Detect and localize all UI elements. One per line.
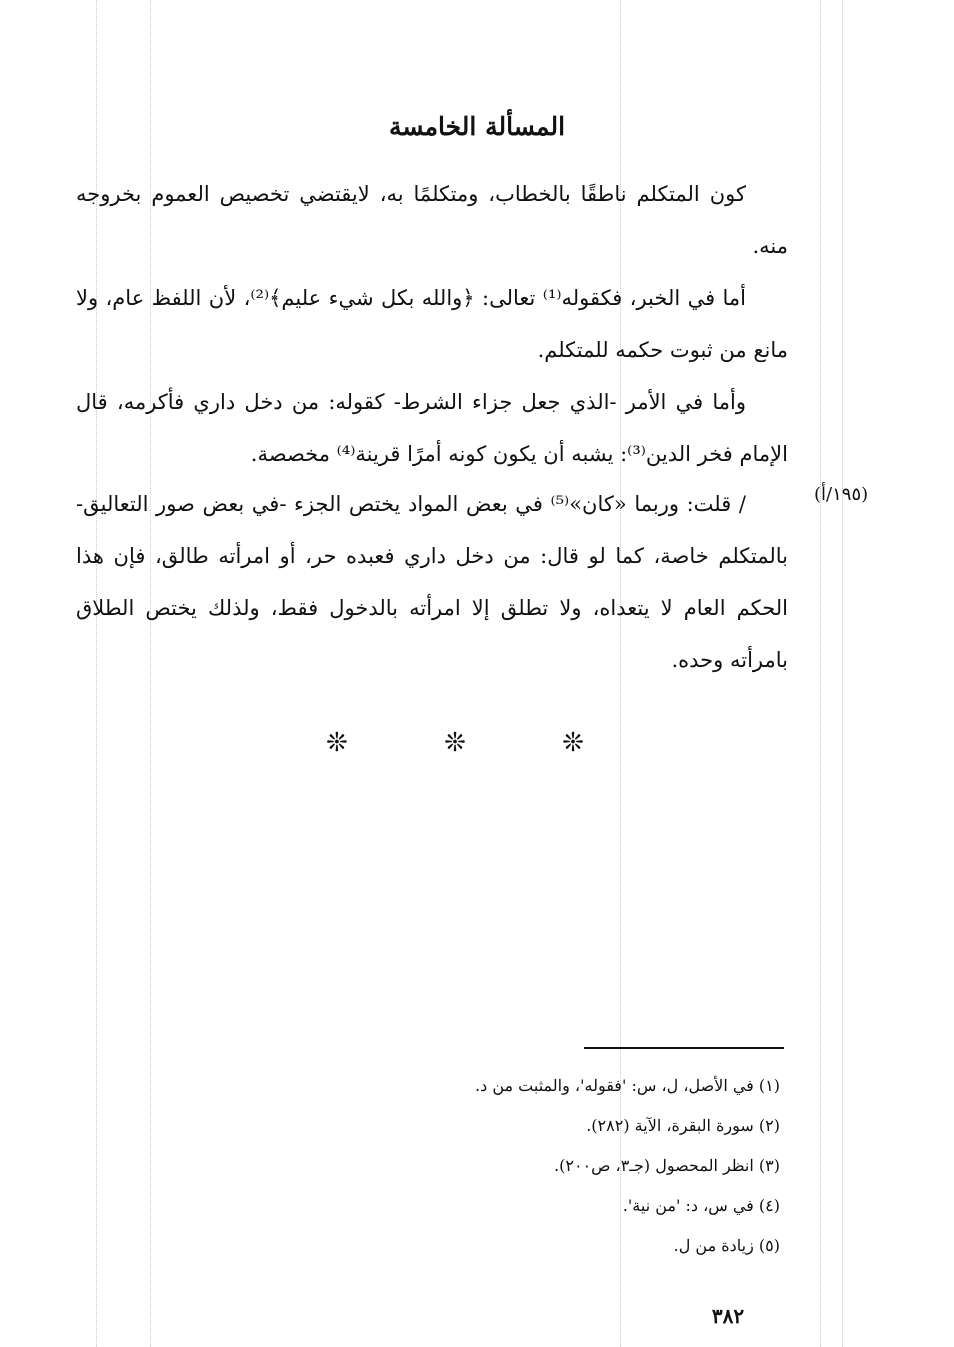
paragraph-1: كون المتكلم ناطقًا بالخطاب، ومتكلمًا به، لايقتضي تخصيص العموم بخروجه منه. (76, 182, 788, 258)
footnote-3: (٣) انظر المحصول (جـ٣، ص٢٠٠). (554, 1156, 780, 1175)
paragraph-2: أما في الخبر، فكقوله⁽¹⁾ تعالى: ﴿والله بكل شيء عليم﴾⁽²⁾، لأن اللفظ عام، ولا مانع من ثبوت حكمه للمتكلم. (76, 286, 788, 362)
footnote-1: (١) في الأصل، ل، س: 'فقوله'، والمثبت من د. (475, 1076, 780, 1095)
footnote-divider (584, 1047, 784, 1049)
manuscript-folio-marker: (١٩٥/أ) (814, 484, 869, 505)
section-separator: ❊ ❊ ❊ (326, 728, 628, 758)
footnotes (220, 1066, 780, 1266)
scan-guide-line (842, 0, 843, 1347)
footnote-4: (٤) في س، د: 'من نية'. (622, 1196, 780, 1215)
page-number: ٣٨٢ (711, 1304, 745, 1328)
footnote-5: (٥) زيادة من ل. (673, 1236, 780, 1255)
section-title: المسألة الخامسة (388, 112, 566, 141)
paragraph-4: / قلت: وربما «كان»⁽⁵⁾ في بعض المواد يختص الجزء -في بعض صور التعاليق- بالمتكلم خاصة، كما لو قال: من دخل داري فعبده حر، أو امرأته طالق، فإن هذا الحكم العام لا يتعداه، ولا تطلق إلا امرأته بالدخول فقط، ولذلك يختص الطلاق بامرأته وحده. (76, 492, 788, 672)
paragraph-3: وأما في الأمر -الذي جعل جزاء الشرط- كقوله: من دخل داري فأكرمه، قال الإمام فخر الدين⁽³⁾: يشبه أن يكون كونه أمرًا قرينة⁽⁴⁾ مخصصة. (76, 390, 788, 466)
footnote-2: (٢) سورة البقرة، الآية (٢٨٢). (586, 1116, 780, 1135)
scan-guide-line (820, 0, 821, 1347)
